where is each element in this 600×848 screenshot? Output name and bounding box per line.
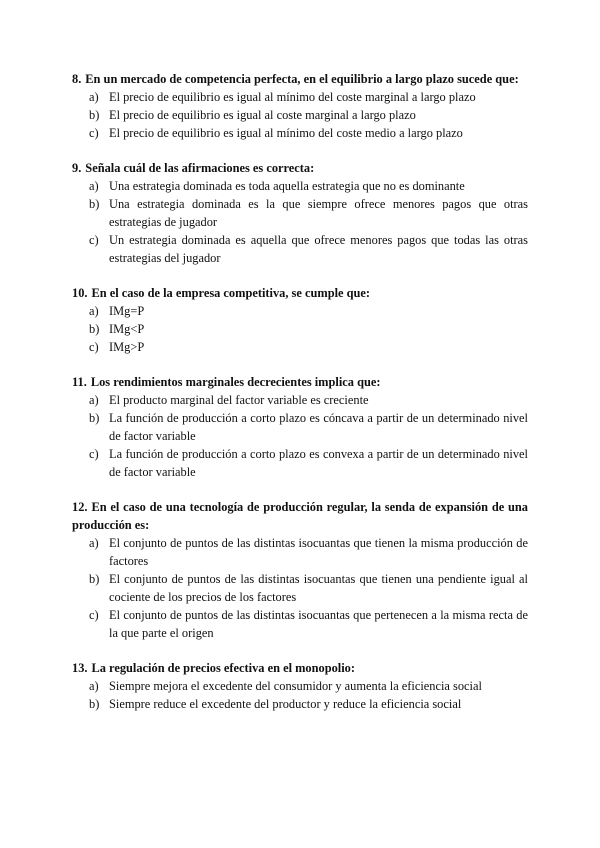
option-letter: c): [89, 340, 99, 354]
question-8: [72, 70, 528, 142]
question-title: [72, 498, 528, 534]
option-item: [72, 320, 528, 338]
option-text: El producto marginal del factor variable es creciente: [109, 393, 369, 407]
question-text: En el caso de una tecnología de producción regular, la senda de expansión de una producción es:: [72, 500, 528, 532]
question-number: 12.: [72, 500, 88, 514]
option-text: Una estrategia dominada es la que siempre ofrece menores pagos que otras estrategias de jugador: [109, 197, 528, 229]
option-text: Una estrategia dominada es toda aquella estrategia que no es dominante: [109, 179, 465, 193]
question-text: En el caso de la empresa competitiva, se cumple que:: [91, 286, 371, 300]
option-text: El precio de equilibrio es igual al mínimo del coste medio a largo plazo: [109, 126, 463, 140]
option-item: [72, 606, 528, 642]
option-list: [72, 391, 528, 481]
option-letter: a): [89, 393, 99, 407]
question-number: 11.: [72, 375, 87, 389]
option-text: IMg<P: [109, 322, 145, 336]
option-item: [72, 195, 528, 231]
question-title: [72, 284, 528, 302]
option-item: [72, 391, 528, 409]
question-12: [72, 498, 528, 642]
option-item: [72, 177, 528, 195]
option-text: El precio de equilibrio es igual al mínimo del coste marginal a largo plazo: [109, 90, 476, 104]
option-item: [72, 231, 528, 267]
option-item: [72, 409, 528, 445]
question-number: 10.: [72, 286, 88, 300]
option-list: [72, 534, 528, 642]
option-letter: b): [89, 322, 100, 336]
option-letter: c): [89, 447, 99, 461]
option-text: Siempre reduce el excedente del productor y reduce la eficiencia social: [109, 697, 462, 711]
option-item: [72, 570, 528, 606]
option-item: [72, 302, 528, 320]
option-item: [72, 445, 528, 481]
option-letter: b): [89, 572, 100, 586]
question-title: [72, 659, 528, 677]
question-text: Los rendimientos marginales decrecientes implica que:: [90, 375, 381, 389]
option-item: [72, 106, 528, 124]
option-list: [72, 177, 528, 267]
document-page: [72, 70, 528, 730]
option-letter: b): [89, 411, 100, 425]
option-letter: b): [89, 108, 100, 122]
option-text: IMg=P: [109, 304, 145, 318]
option-letter: a): [89, 90, 99, 104]
question-number: 8.: [72, 72, 82, 86]
question-text: La regulación de precios efectiva en el monopolio:: [91, 661, 356, 675]
question-13: [72, 659, 528, 713]
option-list: [72, 302, 528, 356]
question-number: 9.: [72, 161, 82, 175]
option-letter: c): [89, 233, 99, 247]
question-title: [72, 70, 528, 88]
option-letter: b): [89, 197, 100, 211]
option-text: La función de producción a corto plazo es convexa a partir de un determinado nivel de factor variable: [109, 447, 528, 479]
option-list: [72, 88, 528, 142]
option-text: Siempre mejora el excedente del consumidor y aumenta la eficiencia social: [109, 679, 482, 693]
option-item: [72, 677, 528, 695]
question-11: [72, 373, 528, 481]
option-item: [72, 695, 528, 713]
option-list: [72, 677, 528, 713]
option-text: IMg>P: [109, 340, 145, 354]
option-letter: a): [89, 536, 99, 550]
question-title: [72, 159, 528, 177]
option-text: Un estrategia dominada es aquella que ofrece menores pagos que todas las otras estrategias del jugador: [109, 233, 528, 265]
question-9: [72, 159, 528, 267]
option-letter: c): [89, 126, 99, 140]
option-item: [72, 534, 528, 570]
option-item: [72, 88, 528, 106]
question-text: Señala cuál de las afirmaciones es correcta:: [85, 161, 315, 175]
option-text: El conjunto de puntos de las distintas isocuantas que tienen la misma producción de factores: [109, 536, 528, 568]
option-text: El conjunto de puntos de las distintas isocuantas que pertenecen a la misma recta de la que parte el origen: [109, 608, 528, 640]
option-item: [72, 124, 528, 142]
option-text: La función de producción a corto plazo es cóncava a partir de un determinado nivel de factor variable: [109, 411, 528, 443]
option-letter: a): [89, 179, 99, 193]
option-letter: c): [89, 608, 99, 622]
question-10: [72, 284, 528, 356]
option-letter: b): [89, 697, 100, 711]
option-text: El precio de equilibrio es igual al coste marginal a largo plazo: [109, 108, 416, 122]
question-title: [72, 373, 528, 391]
option-letter: a): [89, 304, 99, 318]
question-text: En un mercado de competencia perfecta, en el equilibrio a largo plazo sucede que:: [85, 72, 519, 86]
option-item: [72, 338, 528, 356]
option-letter: a): [89, 679, 99, 693]
option-text: El conjunto de puntos de las distintas isocuantas que tienen una pendiente igual al cociente de los precios de los factores: [109, 572, 528, 604]
question-number: 13.: [72, 661, 88, 675]
